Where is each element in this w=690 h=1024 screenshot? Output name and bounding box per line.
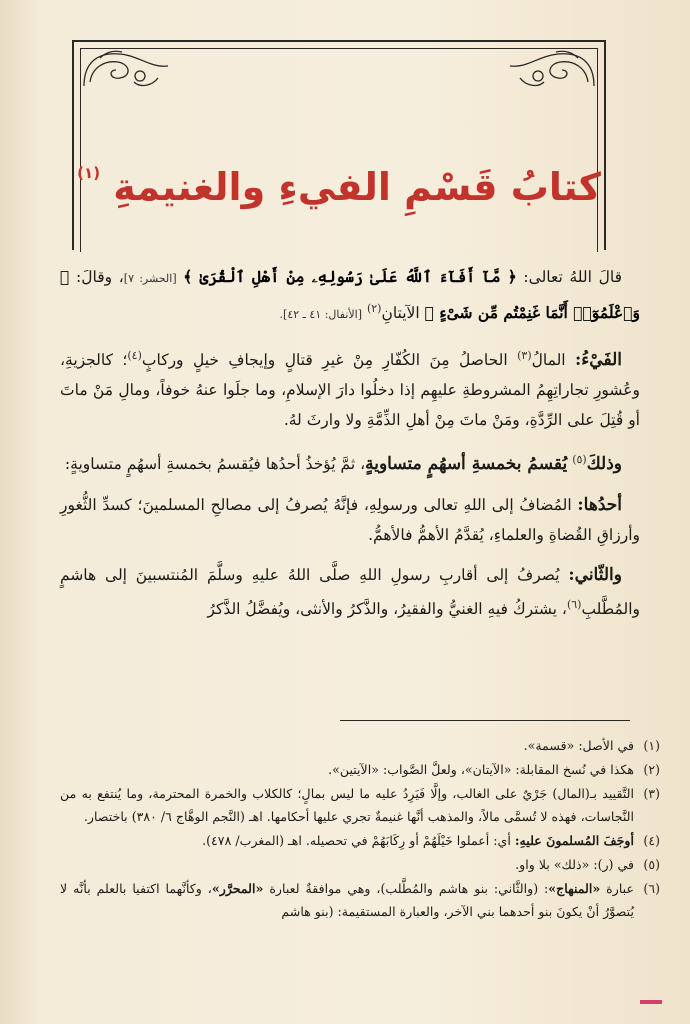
text-run: ، يشتركُ فيهِ الغنيُّ والفقيرُ، والذَّكرُ والأنثى، ويُفضَّلُ الذَّكرُ [207, 600, 567, 619]
footnote-divider [340, 720, 630, 721]
keyword: الفَيْءُ: [575, 349, 622, 370]
paragraph-division [60, 445, 640, 479]
footnote-run: أي: أعملوا خَيْلَهُمْ أو رِكَابَهُمْ في تحصيله. اهـ (المغرب/ ٤٧٨). [202, 833, 511, 848]
footnote-bold: أوجَفَ المُسلمونَ عليهِ: [514, 833, 634, 848]
paragraph-verses [60, 262, 640, 331]
title-footnote-ref: (١) [77, 164, 101, 182]
text-run: يُقسمُ بخمسةِ أسهُمٍ متساويةٍ [365, 454, 568, 475]
footnote-ref: (٦) [566, 598, 582, 612]
footnote-bold: «المنهاج» [548, 881, 601, 896]
footnote-item [60, 829, 660, 852]
footnote-text: في (ر): «ذلك» بلا واو. [515, 857, 634, 872]
footnote-ref: (٤) [127, 348, 142, 362]
footnote-run: ، وكأنَّهما اكتفيا بالعلم بأنَّه لا يُتصوَّرُ أنْ يكونَ بنو أحدهما بني الآخر، والعبارة المستقيمة: (بنو هاشم [60, 881, 634, 919]
continuation-mark [640, 1000, 662, 1004]
footnote-number: (٢) [643, 762, 660, 777]
verse-reference: [الأنفال: ٤١ ـ ٤٢]. [279, 308, 362, 322]
chapter-title-text: كتابُ قَسْمِ الفيءِ والغنيمةِ [113, 165, 601, 209]
footnote-bold: «المحرَّر» [211, 881, 264, 896]
footnote-ref: (٢) [366, 302, 382, 316]
paragraph-second-share [60, 560, 640, 625]
main-text [60, 262, 640, 635]
keyword: وذلكَ [586, 454, 622, 475]
text-run: يُصرفُ إلى أقاربِ رسولِ اللهِ صلَّى اللهُ عليهِ وسلَّمَ المُنتسبينَ إلى هاشمٍ والمُطَّلبِ [60, 566, 640, 619]
keyword: أحدُها: [577, 494, 622, 515]
footnote-item [60, 877, 660, 923]
keyword: والثّاني: [568, 565, 622, 586]
footnote-text: هكذا في نُسخ المقابلة: «الآيتان»، ولعلَّ الصَّواب: «الآيتين». [328, 762, 634, 777]
footnote-run: : (والثَّاني: بنو هاشم والمُطَّلب)، وهي موافقةٌ لعبارة [269, 881, 549, 896]
footnote-run: عبارة [606, 881, 634, 896]
footnotes [60, 734, 660, 924]
text-run: قالَ اللهُ تعالى: [523, 268, 622, 286]
footnote-text: التَّقييد بـ(المال) جَرْيٌ على الغالب، وإلَّا فَيَرِدُ عليه ما ليس بمالٍ؛ كالكلاب والخمرة المحترمة، وما يُنتفع به من النَّجاسات، فهذه لا تُسمَّى مالاً، والمذهب أنَّها غنيمةٌ تجري عليها أحكامها. اهـ (النَّجم الوهَّاج ٦/ ٣٨٠) باختصار. [60, 786, 634, 824]
footnote-number: (٣) [643, 786, 660, 801]
footnote-ref: (٣) [517, 348, 532, 362]
text-run: المُضافُ إلى اللهِ تعالى ورسولِهِ، فإنَّهُ يُصرفُ إلى مصالحِ المسلمينَ؛ كسدِّ الثُّغورِ وأرزاقِ القُضاةِ والعلماءِ، يُقدَّمُ الأهمُّ فالأهمُّ. [60, 495, 640, 544]
paragraph-fay [60, 341, 640, 436]
verse-reference: [الحشر: ٧] [123, 272, 177, 285]
footnote-item [60, 734, 660, 757]
footnote-text [60, 877, 634, 923]
chapter-frame [72, 40, 606, 250]
text-run: الحاصلُ مِنَ الكُفّارِ مِنْ غيرِ قتالٍ وإيجافِ خيلٍ وركابٍ [141, 350, 508, 369]
paragraph-first-share [60, 490, 640, 550]
text-run: الآيتانِ [381, 304, 420, 323]
chapter-title [74, 164, 604, 209]
footnote-item [60, 853, 660, 876]
footnote-text: في الأصل: «قسمة». [523, 738, 634, 753]
footnote-number: (٦) [643, 881, 660, 896]
ornament-right-icon [506, 48, 598, 90]
text-run: المالُ [531, 350, 566, 369]
text-run: ، ثمَّ يُؤخذُ أحدُها فيُقسمُ بخمسةِ أسهُمٍ متساويةٍ: [64, 455, 366, 474]
quran-verse: ﴿ وَٱعْلَمُوٓا۟ أَنَّمَا غَنِمْتُم مِّن شَىْءٍ ﴾ [60, 267, 640, 323]
footnote-text [60, 829, 634, 852]
footnote-item [60, 758, 660, 781]
text-run: ؛ كالجزيةِ، وعُشورِ تجاراتِهِمُ المشروطةِ عليهِم إذا دخلُوا دارَ الإسلامِ، وما جلَوا عنهُ خوفاً، ومالِ مَنْ ماتَ أو قُتِلَ على الرِّدَّةِ، ومَنْ ماتَ مِنْ أهلِ الذِّمَّةِ ولا وارثَ لهُ. [60, 350, 640, 430]
footnote-number: (١) [643, 738, 660, 753]
footnote-number: (٥) [643, 857, 660, 872]
footnote-ref: (٥) [572, 453, 587, 467]
quran-verse: ﴿ مَّآ أَفَآءَ ٱللَّهُ عَلَىٰ رَسُولِهِۦ مِنْ أَهْلِ ٱلْقُرَىٰ ﴾ [183, 267, 517, 286]
footnote-number: (٤) [643, 833, 660, 848]
ornament-left-icon [80, 48, 172, 90]
footnote-item [60, 782, 660, 828]
text-run: ، وقالَ: [75, 268, 124, 286]
